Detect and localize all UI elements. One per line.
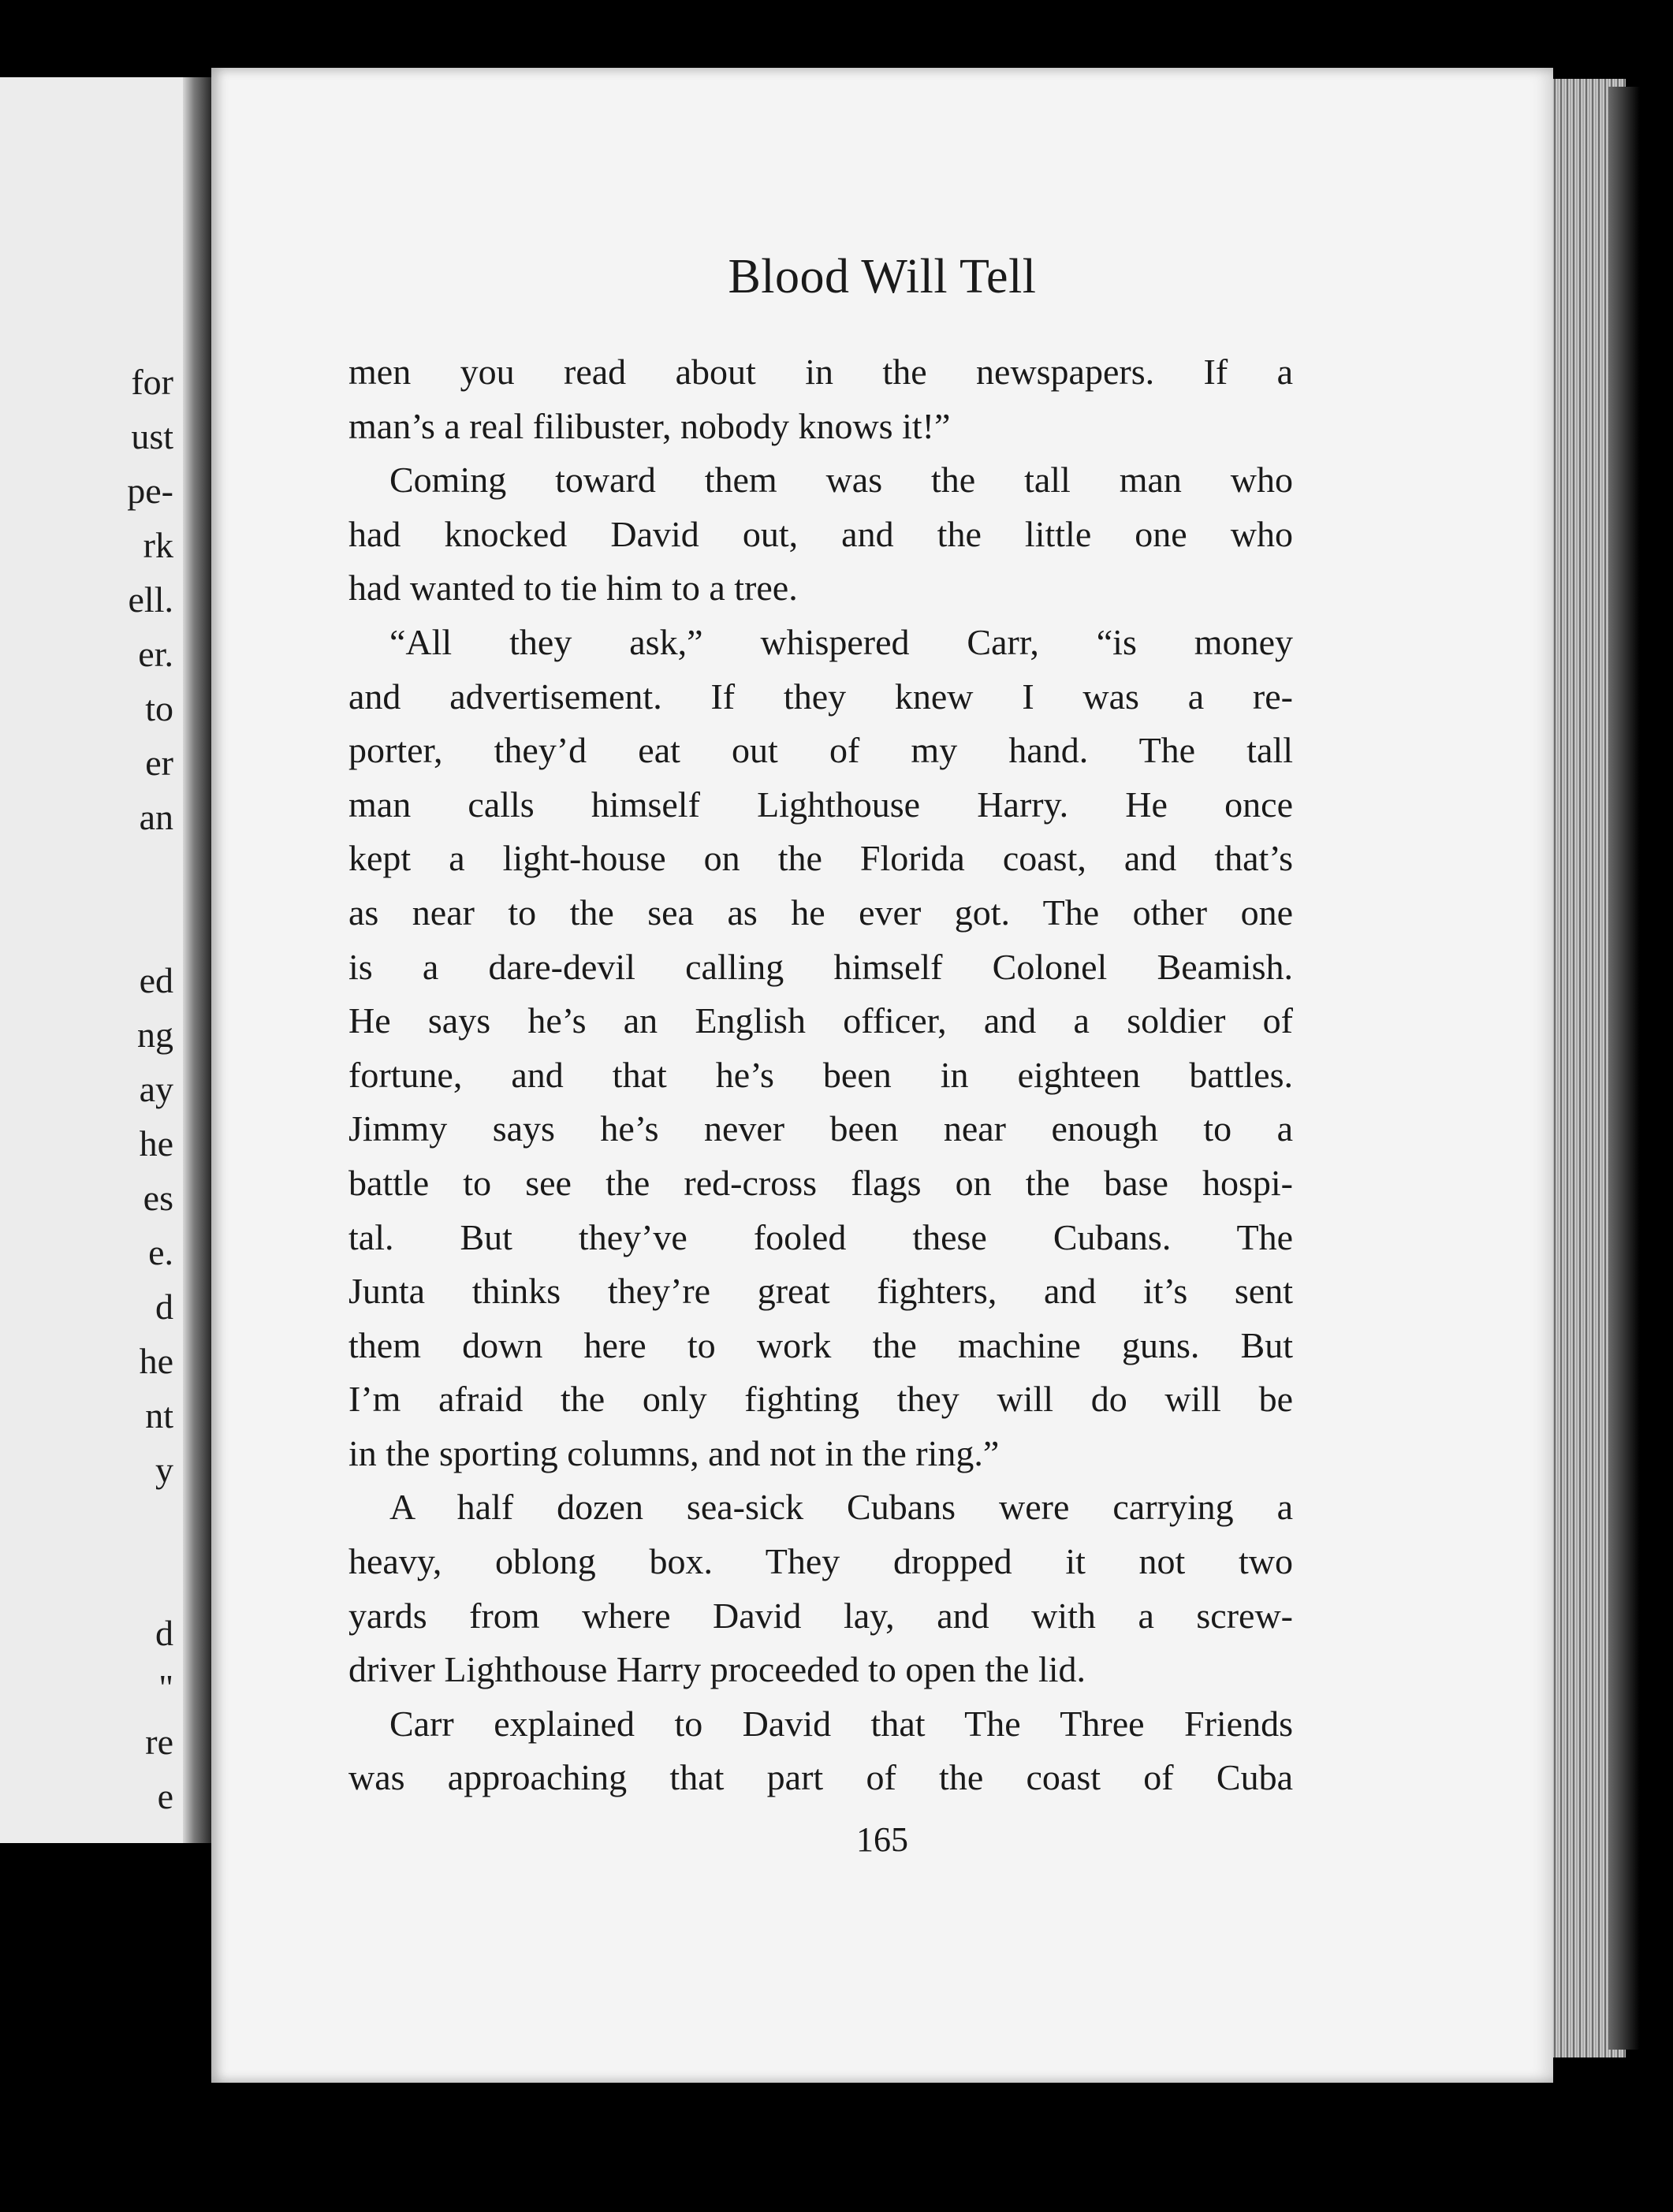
facing-line: es (143, 1178, 173, 1218)
facing-line: e (157, 1776, 173, 1816)
facing-line: to (145, 688, 173, 728)
facing-line: ay (139, 1069, 173, 1109)
text-line: and advertisement. If they knew I was a re- (348, 676, 1293, 717)
facing-line (0, 1551, 183, 1606)
text-line: was approaching that part of the coast of Cuba (348, 1757, 1293, 1798)
facing-line: pe- (127, 471, 173, 511)
text-line: had wanted to tie him to a tree. (348, 568, 798, 609)
facing-line: an (139, 797, 173, 837)
book-page (211, 68, 1553, 2083)
text-line: is a dare-devil calling himself Colonel Beamish. (348, 946, 1293, 987)
facing-line: for (131, 362, 173, 402)
facing-line: rk (143, 525, 173, 565)
text-line: Carr explained to David that The Three Friends (389, 1703, 1293, 1744)
text-line: as near to the sea as he ever got. The other one (348, 892, 1293, 933)
facing-line (0, 1497, 183, 1551)
text-line: tal. But they’ve fooled these Cubans. The (348, 1216, 1293, 1257)
facing-line: er (145, 743, 173, 783)
facing-page-text (0, 355, 183, 1823)
text-line: men you read about in the newspapers. If a (348, 352, 1293, 392)
text-line: fortune, and that he’s been in eighteen battles. (348, 1054, 1293, 1095)
text-line: “All they ask,” whispered Carr, “is money (389, 621, 1293, 662)
facing-line: " (158, 1667, 173, 1707)
text-line: Junta thinks they’re great fighters, and it’s sent (348, 1271, 1293, 1312)
text-line: Coming toward them was the tall man who (389, 460, 1293, 501)
text-line: man calls himself Lighthouse Harry. He once (348, 784, 1293, 825)
facing-line: he (139, 1123, 173, 1164)
facing-line: ell. (128, 579, 173, 620)
facing-line: y (155, 1450, 173, 1490)
text-line: yards from where David lay, and with a screw- (348, 1595, 1293, 1636)
facing-line: e. (148, 1232, 173, 1272)
text-line: kept a light-house on the Florida coast, and that’s (348, 838, 1293, 879)
facing-line: er. (138, 634, 173, 674)
facing-line: nt (145, 1395, 173, 1436)
text-line: porter, they’d eat out of my hand. The tall (348, 730, 1293, 771)
page-block-shadow (1608, 87, 1640, 2050)
facing-line: ust (131, 416, 173, 456)
page-number: 165 (856, 1820, 908, 1859)
text-line: heavy, oblong box. They dropped it not two (348, 1541, 1293, 1582)
text-line: I’m afraid the only fighting they will do will be (348, 1379, 1293, 1420)
text-line: driver Lighthouse Harry proceeded to open the lid. (348, 1649, 1086, 1690)
facing-line (0, 844, 183, 899)
text-line: had knocked David out, and the little one who (348, 513, 1293, 554)
facing-line: ed (139, 960, 173, 1000)
facing-line: re (145, 1722, 173, 1762)
text-line: He says he’s an English officer, and a soldier of (348, 1000, 1293, 1041)
facing-line (0, 899, 183, 953)
running-head: Blood Will Tell (728, 250, 1037, 303)
facing-line: d (155, 1287, 173, 1327)
text-line: battle to see the red-cross flags on the base hospi- (348, 1162, 1293, 1203)
facing-line: d (155, 1613, 173, 1653)
text-line: A half dozen sea-sick Cubans were carrying a (389, 1487, 1293, 1528)
text-line: in the sporting columns, and not in the ring.” (348, 1432, 1000, 1473)
text-line: them down here to work the machine guns. But (348, 1324, 1293, 1365)
facing-line: he (139, 1341, 173, 1381)
page-body (348, 345, 1293, 1805)
book-gutter (183, 77, 211, 1843)
facing-line: ng (137, 1015, 173, 1055)
text-line: Jimmy says he’s never been near enough to a (348, 1108, 1293, 1149)
text-line: man’s a real filibuster, nobody knows it!” (348, 405, 951, 446)
